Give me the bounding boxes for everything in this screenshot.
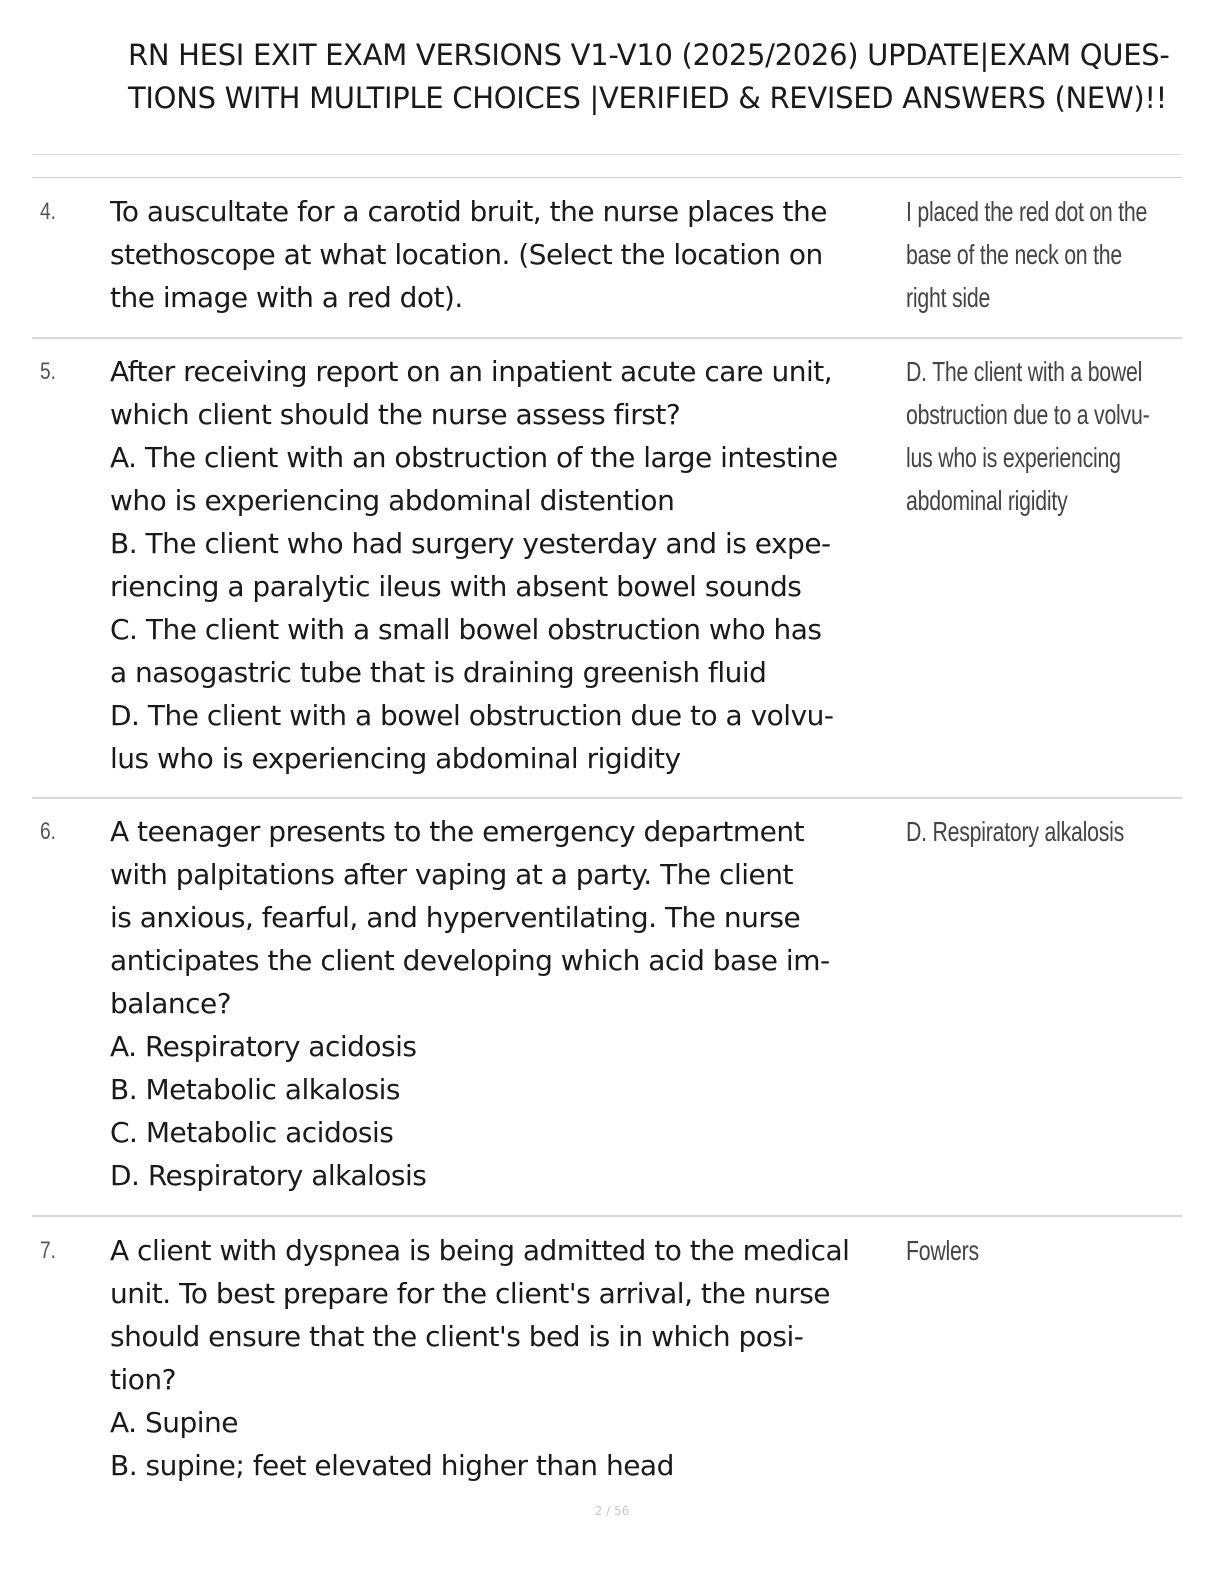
answer-line: lus who is experiencing	[906, 442, 1121, 473]
page-number: 2 / 56	[594, 1504, 630, 1518]
question-line: anticipates the client developing which acid base im-	[110, 944, 830, 977]
question-divider	[32, 797, 1182, 799]
question-line: tion?	[110, 1363, 176, 1396]
option-d-cont: lus who is experiencing abdominal rigidity	[110, 742, 681, 775]
option-b: B. Metabolic alkalosis	[110, 1073, 400, 1106]
answer-5	[906, 350, 1150, 522]
answer-line: Fowlers	[906, 1235, 979, 1266]
question-line: A teenager presents to the emergency department	[110, 815, 805, 848]
option-a: A. Supine	[110, 1406, 239, 1439]
option-c: C. The client with a small bowel obstruction who has	[110, 613, 822, 646]
question-text-7	[110, 1229, 910, 1487]
question-number-4: 4.	[40, 198, 57, 225]
option-b-cont: riencing a paralytic ileus with absent bowel sounds	[110, 570, 802, 603]
question-line: which client should the nurse assess first?	[110, 398, 681, 431]
answer-line: D. Respiratory alkalosis	[906, 816, 1125, 847]
question-line: the image with a red dot).	[110, 281, 463, 314]
question-number-7: 7.	[40, 1237, 57, 1264]
answer-line: right side	[906, 282, 991, 313]
question-divider	[32, 337, 1182, 339]
option-a: A. Respiratory acidosis	[110, 1030, 417, 1063]
title-line-2: TIONS WITH MULTIPLE CHOICES |VERIFIED & REVISED ANSWERS (NEW)!!	[128, 81, 1167, 115]
question-line: stethoscope at what location. (Select the location on	[110, 238, 823, 271]
question-line: After receiving report on an inpatient acute care unit,	[110, 355, 833, 388]
option-a-cont: who is experiencing abdominal distention	[110, 484, 675, 517]
question-text-4	[110, 190, 910, 319]
question-number-5: 5.	[40, 358, 57, 385]
answer-line: abdominal rigidity	[906, 485, 1068, 516]
title-line-1: RN HESI EXIT EXAM VERSIONS V1-V10 (2025/2026) UPDATE|EXAM QUES-	[128, 38, 1170, 72]
question-line: should ensure that the client's bed is in which posi-	[110, 1320, 804, 1353]
question-divider	[32, 1215, 1182, 1217]
header-divider	[32, 154, 1182, 155]
document-title	[128, 34, 1208, 120]
answer-6	[906, 810, 1126, 853]
question-line: unit. To best prepare for the client's arrival, the nurse	[110, 1277, 831, 1310]
option-d: D. Respiratory alkalosis	[110, 1159, 427, 1192]
question-line: balance?	[110, 987, 232, 1020]
answer-line: base of the neck on the	[906, 239, 1122, 270]
option-a: A. The client with an obstruction of the large intestine	[110, 441, 838, 474]
answer-7	[906, 1229, 1126, 1272]
question-line: with palpitations after vaping at a party. The client	[110, 858, 793, 891]
question-line: is anxious, fearful, and hyperventilating. The nurse	[110, 901, 801, 934]
question-text-6	[110, 810, 910, 1197]
question-text-5	[110, 350, 910, 780]
option-c-cont: a nasogastric tube that is draining greenish fluid	[110, 656, 767, 689]
answer-line: obstruction due to a volvu-	[906, 399, 1150, 430]
answer-line: D. The client with a bowel	[906, 356, 1143, 387]
option-b: B. The client who had surgery yesterday and is expe-	[110, 527, 831, 560]
option-c: C. Metabolic acidosis	[110, 1116, 394, 1149]
answer-line: I placed the red dot on the	[906, 196, 1148, 227]
option-b: B. supine; feet elevated higher than head	[110, 1449, 674, 1482]
question-line: To auscultate for a carotid bruit, the nurse places the	[110, 195, 827, 228]
header-divider-2	[32, 177, 1182, 178]
answer-4	[906, 190, 1148, 319]
question-line: A client with dyspnea is being admitted to the medical	[110, 1234, 850, 1267]
question-number-6: 6.	[40, 818, 57, 845]
option-d: D. The client with a bowel obstruction due to a volvu-	[110, 699, 834, 732]
